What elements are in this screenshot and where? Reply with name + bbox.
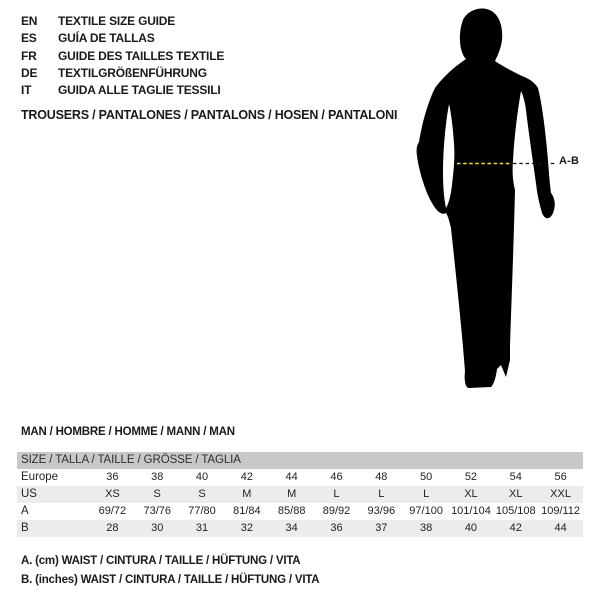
size-cell: XS	[105, 488, 120, 500]
size-cell: XXL	[550, 488, 571, 500]
size-cell: XL	[464, 488, 478, 500]
table-row-a-cm	[17, 503, 583, 520]
size-cell: 36	[106, 471, 119, 483]
size-cell: 97/100	[409, 505, 443, 517]
size-cell: L	[423, 488, 430, 500]
language-guide-list	[21, 13, 224, 99]
size-cell: 36	[330, 522, 343, 534]
size-cell: 28	[106, 522, 119, 534]
category-title: TROUSERS / PANTALONES / PANTALONS / HOSEN / PANTALONI	[21, 108, 398, 122]
size-cell: 38	[420, 522, 433, 534]
lang-label: TEXTILGRÖßENFÜHRUNG	[58, 65, 207, 80]
lang-row-fr	[21, 48, 224, 65]
size-cell: 52	[464, 471, 478, 483]
man-silhouette	[417, 9, 555, 388]
size-cell: 48	[375, 471, 388, 483]
section-title-man: MAN / HOMBRE / HOMME / MANN / MAN	[21, 426, 235, 438]
size-table	[17, 452, 583, 537]
note-a: A. (cm) WAIST / CINTURA / TAILLE / HÜFTUNG / VITA	[21, 555, 301, 567]
size-cell: 34	[285, 522, 298, 534]
lang-row-de	[21, 65, 224, 82]
row-label: A	[21, 505, 29, 517]
size-cell: 93/96	[367, 505, 396, 517]
size-table-header: SIZE / TALLA / TAILLE / GRÖSSE / TAGLIA	[17, 452, 583, 469]
size-cell: 42	[509, 522, 522, 534]
size-cell: 54	[509, 471, 522, 483]
man-figure	[400, 0, 600, 410]
table-row-b-inches	[17, 520, 583, 537]
size-cell: M	[242, 488, 252, 500]
measure-label-ab: A-B	[559, 155, 580, 167]
size-cell: 32	[240, 522, 253, 534]
lang-row-it	[21, 82, 224, 99]
lang-code: FR	[21, 48, 37, 63]
row-label: US	[21, 488, 37, 500]
size-cell: 89/92	[322, 505, 351, 517]
row-label: Europe	[21, 471, 59, 483]
man-silhouette-svg	[400, 0, 600, 410]
row-label: B	[21, 522, 29, 534]
measurement-notes	[21, 552, 319, 590]
size-cell: 109/112	[541, 505, 581, 517]
lang-label: GUIDE DES TAILLES TEXTILE	[58, 48, 225, 63]
size-cell: 37	[375, 522, 388, 534]
size-cell: 101/104	[451, 505, 491, 517]
size-cell: 30	[151, 522, 164, 534]
lang-code: IT	[21, 83, 32, 98]
size-cell: 44	[554, 522, 567, 534]
size-cell: L	[378, 488, 385, 500]
size-cell: 40	[195, 471, 209, 483]
size-cell: XL	[509, 488, 523, 500]
lang-code: EN	[21, 14, 38, 28]
size-cell: S	[198, 488, 206, 500]
lang-row-es	[21, 30, 224, 47]
size-cell: M	[287, 488, 297, 500]
size-cell: 38	[151, 471, 164, 483]
table-row-europe	[17, 469, 583, 486]
size-cell: 69/72	[98, 505, 127, 517]
note-b: B. (inches) WAIST / CINTURA / TAILLE / HÜFTUNG / VITA	[21, 574, 320, 586]
lang-label: GUÍA DE TALLAS	[58, 31, 155, 46]
lang-code: DE	[21, 65, 38, 80]
size-cell: 46	[330, 471, 343, 483]
size-cell: 105/108	[495, 505, 536, 517]
size-cell: L	[333, 488, 340, 500]
size-cell: 81/84	[233, 505, 261, 517]
table-row-us	[17, 486, 583, 503]
size-cell: 85/88	[277, 505, 306, 517]
size-cell: 77/80	[188, 505, 216, 517]
size-cell: 50	[420, 471, 433, 483]
size-cell: 73/76	[143, 505, 171, 517]
size-cell: 40	[464, 522, 478, 534]
lang-code: ES	[21, 31, 37, 46]
lang-row-en	[21, 13, 224, 30]
lang-label: TEXTILE SIZE GUIDE	[58, 14, 176, 28]
lang-label: GUIDA ALLE TAGLIE TESSILI	[58, 83, 221, 98]
size-cell: 42	[240, 471, 253, 483]
size-cell: S	[153, 488, 161, 500]
size-cell: 44	[285, 471, 298, 483]
size-cell: 56	[554, 471, 567, 483]
size-cell: 31	[195, 522, 209, 534]
